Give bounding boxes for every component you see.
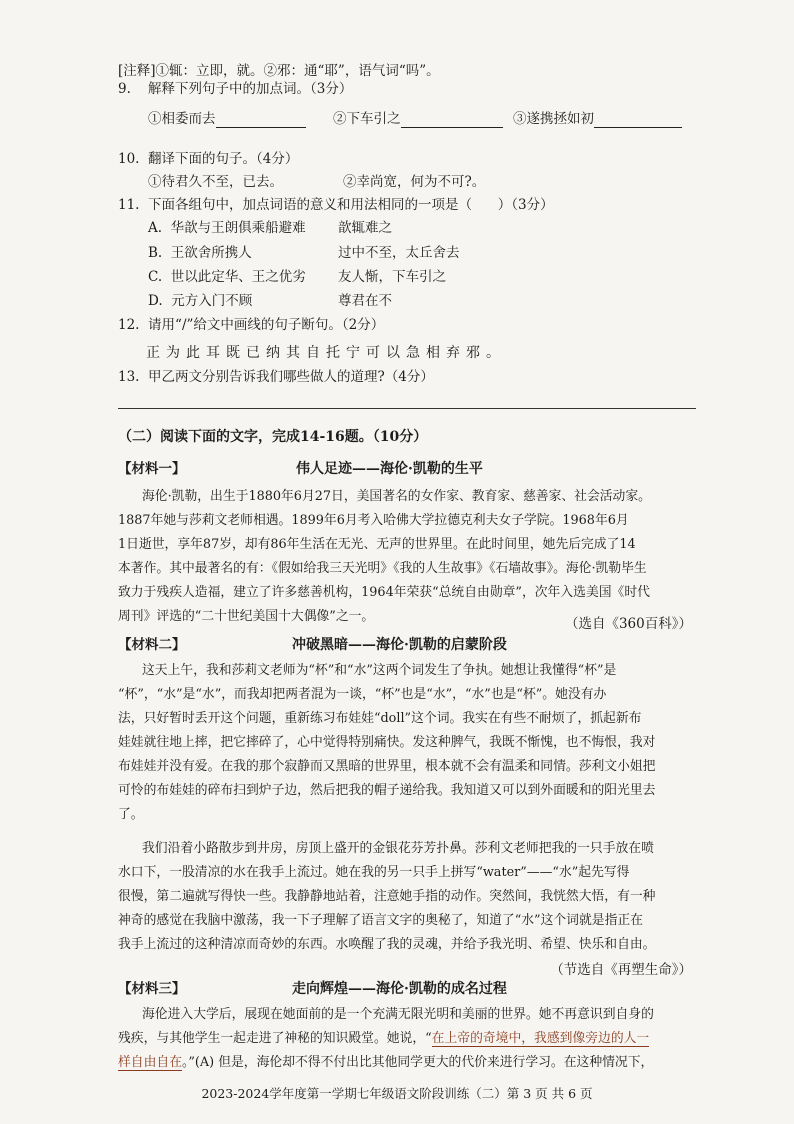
page-footer: 2023-2024学年度第一学期七年级语文阶段训练（二）第 3 页 共 6 页 — [201, 1086, 593, 1101]
material-3-title: 走向辉煌——海伦·凯勒的成名过程 — [292, 981, 507, 997]
q11-option-d-left[interactable]: D. 元方入门不顾 — [148, 293, 253, 309]
m2-p2-line: 很慢，第二遍就写得快一些。我静静地站着，注意她手指的动作。突然间，我恍然大悟，有一种 — [118, 889, 656, 904]
m2-p1-line: 了。 — [118, 807, 144, 822]
q9-c-text: ③遂携拯如初 — [513, 111, 594, 127]
m3-line-3 — [118, 1054, 653, 1072]
question-9-item-b — [333, 110, 503, 128]
m2-p1-line: 可怜的布娃娃的碎布扫到炉子边，然后把我的帽子递给我。我知道又可以到外面暖和的阳光里去 — [118, 783, 656, 798]
question-13-stem: 13. 甲乙两文分别告诉我们哪些做人的道理?（4分） — [118, 369, 434, 385]
material-1-tag: 【材料一】 — [118, 461, 186, 477]
m1-line: 周刊》评选的“二十世纪美国十大偶像”之一。 — [118, 609, 375, 624]
m3-line-1: 海伦进入大学后，展现在她面前的是一个充满无限光明和美丽的世界。她不再意识到自身的 — [142, 1007, 654, 1022]
q11-option-a-left[interactable]: A. 华歆与王朗俱乘船避难 — [148, 220, 306, 236]
question-12-stem: 12. 请用“/”给文中画线的句子断句。（2分） — [118, 317, 385, 333]
question-9-item-c — [513, 110, 682, 128]
q11-option-d-right: 尊君在不 — [338, 293, 392, 309]
q9-c-answer-blank[interactable] — [594, 113, 682, 128]
q9-a-text: ①相委而去 — [148, 111, 216, 127]
m1-line: 1日逝世，享年87岁，却有86年生活在无光、无声的世界里。在此时间里，她先后完成了14 — [118, 537, 636, 552]
question-10-stem: 10. 翻译下面的句子。（4分） — [118, 151, 299, 167]
q11-option-b-left[interactable]: B. 王欲舍所携人 — [148, 245, 252, 261]
m2-p1-line: 法，只好暂时丢开这个问题，重新练习布娃娃“doll”这个词。我实在有些不耐烦了，抓起新布 — [118, 711, 642, 726]
material-1-title: 伟人足迹——海伦·凯勒的生平 — [296, 461, 483, 477]
m2-p1-line: “杯”，“水”是“水”，而我却把两者混为一谈，“杯”也是“水”，“水”也是“杯”。她没有办 — [118, 687, 607, 702]
question-9-stem: 9. 解释下列句子中的加点词。（3分） — [118, 81, 353, 97]
m3-line-2-text: 残疾，与其他学生一起走进了神秘的知识殿堂。她说，“ — [118, 1031, 432, 1046]
q11-option-a-right: 歆辄难之 — [338, 220, 392, 236]
question-11-stem: 11. 下面各组句中，加点词语的意义和用法相同的一项是（ ）（3分） — [118, 197, 554, 213]
m3-underlined-quote-end: 样自由自在 — [118, 1055, 182, 1070]
q9-b-answer-blank[interactable] — [401, 113, 503, 128]
m2-p2-line: 我手上流过的这种清凉而奇妙的东西。水唤醒了我的灵魂，并给予我光明、希望、快乐和自由。 — [118, 937, 656, 952]
m1-line: 致力于残疾人造福，建立了许多慈善机构，1964年荣获“总统自由勋章”，次年入选美国《时代 — [118, 585, 650, 600]
material-2-title: 冲破黑暗——海伦·凯勒的启蒙阶段 — [292, 637, 507, 653]
m2-p2-line: 水口下，一股清凉的水在我手上流过。她在我的另一只手上拼写“water”——“水”起先写得 — [118, 865, 630, 880]
q11-option-c-right: 友人惭，下车引之 — [338, 269, 446, 285]
annotation-note: [注释]①辄：立即，就。②邪：通“耶”，语气词“吗”。 — [118, 63, 440, 79]
material-3-tag: 【材料三】 — [118, 981, 186, 997]
question-9-item-a — [148, 110, 306, 128]
m2-p1-line: 这天上午，我和莎莉文老师为“杯”和“水”这两个词发生了争执。她想让我懂得“杯”是 — [142, 663, 617, 678]
question-10-item-a: ①待君久不至，已去。 — [148, 174, 283, 190]
q11-option-b-right: 过中不至，太丘舍去 — [338, 245, 460, 261]
material-1-source: （选自《360百科》） — [564, 616, 692, 632]
m3-line-2 — [118, 1030, 649, 1048]
m2-p1-line: 娃娃就往地上摔，把它摔碎了，心中觉得特别痛快。发这种脾气，我既不惭愧，也不悔恨，我对 — [118, 735, 656, 750]
m3-line-3-text: 。”(A) 但是，海伦却不得不付出比其他同学更大的代价来进行学习。在这种情况下， — [181, 1055, 654, 1070]
question-10-item-b: ②幸尚宽，何为不可?。 — [343, 174, 486, 190]
question-12-sentence: 正为此耳既已纳其自托宁可以急相弃邪。 — [146, 345, 506, 361]
section-2-heading: （二）阅读下面的文字，完成14-16题。（10分） — [118, 429, 428, 445]
m2-p1-line: 布娃娃并没有爱。在我的那个寂静而又黑暗的世界里，根本就不会有温柔和同情。莎利文小姐把 — [118, 759, 656, 774]
q11-option-c-left[interactable]: C. 世以此定华、王之优劣 — [148, 269, 306, 285]
material-2-tag: 【材料二】 — [118, 637, 186, 653]
m1-line: 本著作。其中最著名的有：《假如给我三天光明》《我的人生故事》《石墙故事》。海伦·凯勒毕生 — [118, 561, 647, 576]
m2-p2-line: 我们沿着小路散步到井房，房顶上盛开的金银花芬芳扑鼻。莎利文老师把我的一只手放在喷 — [142, 841, 654, 856]
m1-line: 1887年她与莎莉文老师相遇。1899年6月考入哈佛大学拉德克利夫女子学院。1968年6月 — [118, 513, 629, 528]
material-2-source: （节选自《再塑生命》） — [550, 962, 692, 978]
section-divider — [118, 408, 696, 409]
m1-line: 海伦·凯勒，出生于1880年6月27日，美国著名的女作家、教育家、慈善家、社会活动家。 — [142, 489, 651, 504]
q9-b-text: ②下车引之 — [333, 111, 401, 127]
q9-a-answer-blank[interactable] — [216, 113, 306, 128]
m2-p2-line: 神奇的感觉在我脑中激荡，我一下子理解了语言文字的奥秘了，知道了“水”这个词就是指正在 — [118, 913, 643, 928]
m3-underlined-quote: 在上帝的奇境中，我感到像旁边的人一 — [431, 1031, 650, 1046]
